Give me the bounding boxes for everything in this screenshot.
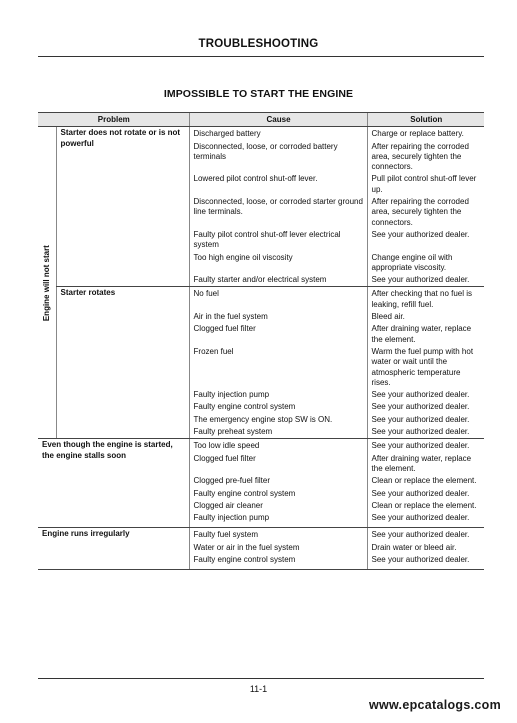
solution-cell: Pull pilot control shut-off lever up. <box>367 173 484 196</box>
cause-cell: Disconnected, loose, or corroded starter ground line terminals. <box>189 196 367 229</box>
cause-cell: Clogged fuel filter <box>189 453 367 476</box>
solution-cell: Bleed air. <box>367 311 484 323</box>
troubleshooting-table <box>38 112 484 570</box>
cause-cell: Faulty preheat system <box>189 426 367 439</box>
solution-cell: After draining water, replace the element. <box>367 453 484 476</box>
solution-cell: Drain water or bleed air. <box>367 542 484 554</box>
cause-cell: Clogged pre-fuel filter <box>189 475 367 487</box>
cause-cell: No fuel <box>189 287 367 311</box>
solution-cell: Clean or replace the element. <box>367 475 484 487</box>
table-row <box>38 528 484 542</box>
table-row <box>38 439 484 453</box>
column-header-cause: Cause <box>189 113 367 127</box>
problem-cell: Starter does not rotate or is not powerful <box>56 127 189 287</box>
solution-cell: See your authorized dealer. <box>367 426 484 439</box>
cause-cell: Faulty starter and/or electrical system <box>189 274 367 287</box>
cause-cell: Too low idle speed <box>189 439 367 453</box>
solution-cell: See your authorized dealer. <box>367 414 484 426</box>
group-label: Engine will not start <box>41 244 51 321</box>
cause-cell: Frozen fuel <box>189 346 367 389</box>
solution-cell: See your authorized dealer. <box>367 439 484 453</box>
page-title: TROUBLESHOOTING <box>198 38 319 50</box>
solution-cell: See your authorized dealer. <box>367 512 484 528</box>
table-header-row <box>38 113 484 127</box>
cause-cell: Too high engine oil viscosity <box>189 252 367 275</box>
page-number: 11-1 <box>249 684 268 694</box>
problem-cell: Even though the engine is started, the engine stalls soon <box>38 439 189 528</box>
cause-cell: Lowered pilot control shut-off lever. <box>189 173 367 196</box>
header-rule <box>38 56 484 57</box>
cause-cell: Faulty engine control system <box>189 554 367 570</box>
cause-cell: Faulty injection pump <box>189 389 367 401</box>
solution-cell: See your authorized dealer. <box>367 554 484 570</box>
solution-cell: See your authorized dealer. <box>367 389 484 401</box>
section-title: IMPOSSIBLE TO START THE ENGINE <box>163 88 354 100</box>
solution-cell: Change engine oil with appropriate viscosity. <box>367 252 484 275</box>
watermark: www.epcatalogs.com <box>368 698 501 712</box>
solution-cell: After repairing the corroded area, securely tighten the connectors. <box>367 141 484 174</box>
solution-cell: See your authorized dealer. <box>367 274 484 287</box>
column-header-problem: Problem <box>38 113 189 127</box>
column-header-solution: Solution <box>367 113 484 127</box>
table-row <box>38 127 484 141</box>
group-label-cell <box>38 127 56 439</box>
footer-rule <box>38 678 484 679</box>
solution-cell: After repairing the corroded area, securely tighten the connectors. <box>367 196 484 229</box>
cause-cell: Faulty fuel system <box>189 528 367 542</box>
cause-cell: Discharged battery <box>189 127 367 141</box>
solution-cell: See your authorized dealer. <box>367 229 484 252</box>
cause-cell: The emergency engine stop SW is ON. <box>189 414 367 426</box>
cause-cell: Clogged air cleaner <box>189 500 367 512</box>
cause-cell: Air in the fuel system <box>189 311 367 323</box>
solution-cell: After draining water, replace the element. <box>367 323 484 346</box>
cause-cell: Faulty pilot control shut-off lever electrical system <box>189 229 367 252</box>
cause-cell: Water or air in the fuel system <box>189 542 367 554</box>
solution-cell: See your authorized dealer. <box>367 528 484 542</box>
solution-cell: See your authorized dealer. <box>367 488 484 500</box>
solution-cell: Warm the fuel pump with hot water or wait until the atmospheric temperature rises. <box>367 346 484 389</box>
solution-cell: See your authorized dealer. <box>367 401 484 413</box>
solution-cell: Charge or replace battery. <box>367 127 484 141</box>
cause-cell: Disconnected, loose, or corroded battery terminals <box>189 141 367 174</box>
table-row <box>38 287 484 311</box>
problem-cell: Engine runs irregularly <box>38 528 189 570</box>
cause-cell: Faulty injection pump <box>189 512 367 528</box>
cause-cell: Clogged fuel filter <box>189 323 367 346</box>
solution-cell: Clean or replace the element. <box>367 500 484 512</box>
cause-cell: Faulty engine control system <box>189 401 367 413</box>
solution-cell: After checking that no fuel is leaking, refill fuel. <box>367 287 484 311</box>
problem-cell: Starter rotates <box>56 287 189 439</box>
cause-cell: Faulty engine control system <box>189 488 367 500</box>
